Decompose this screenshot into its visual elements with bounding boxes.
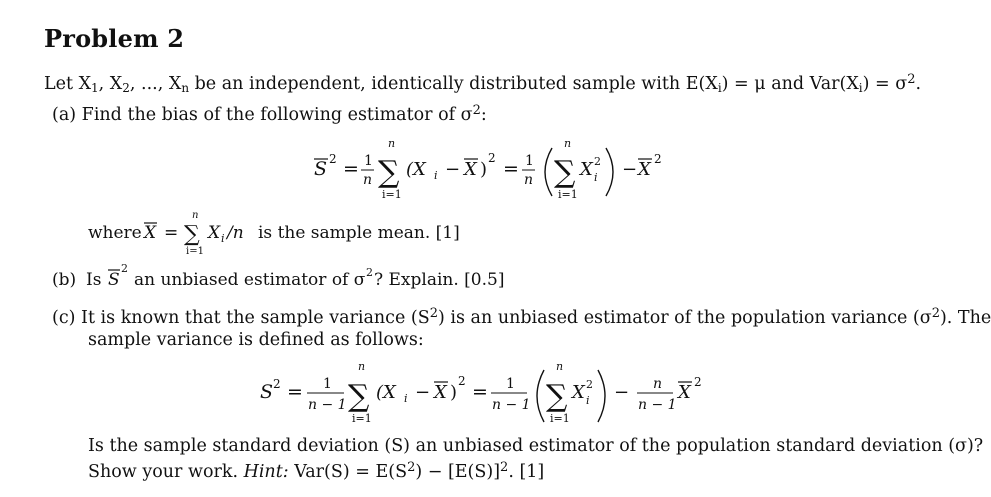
fa-xbar-tail-sup: 2 (654, 152, 662, 166)
fc-minus: − (614, 382, 630, 403)
fc-sum-sign: ∑ (348, 379, 370, 414)
where-xbar: X (144, 223, 157, 243)
fc-term-minus: − (415, 382, 431, 403)
fa-sum-bottom: i=1 (382, 188, 402, 201)
where-xi-sub: i (221, 232, 225, 245)
fc-sum2-bottom: i=1 (550, 412, 570, 425)
fc-lhs-sup: 2 (273, 377, 281, 391)
fc-frac-num: 1 (323, 376, 332, 392)
fa-term-minus: − (445, 159, 461, 180)
fa-term-close: ) (480, 159, 488, 180)
fa-frac-den: n (363, 172, 373, 188)
intro-var: ) = σ (862, 74, 908, 94)
question-hint-label: Hint: (243, 462, 289, 482)
part-c-text-b: ) is an unbiased estimator of the population variance (σ (438, 308, 932, 328)
fa-sum2-top: n (564, 137, 572, 150)
part-c-text-a: It is known that the sample variance (S (81, 308, 430, 328)
question-line-2 (88, 460, 544, 482)
part-b-label: (b) (52, 270, 77, 290)
fa-frac2-num: 1 (525, 153, 534, 169)
part-b-sup: 2 (366, 266, 373, 279)
fc-sum-top: n (358, 360, 366, 373)
where-sum-top: n (192, 210, 199, 221)
fa-xi: X (580, 159, 593, 180)
fc-frac-den: n − 1 (308, 397, 347, 413)
part-a-label: (a) (52, 105, 77, 125)
question-sup-2: 2 (500, 460, 509, 475)
fa-eq-1: = (343, 158, 359, 180)
part-b-estimator: S (108, 270, 120, 290)
part-c-line-2: sample variance is defined as follows: (88, 330, 424, 350)
fa-term-i: i (434, 169, 438, 182)
fc-term-xbar: X (434, 382, 447, 403)
part-b-estimator-sup: 2 (121, 262, 128, 275)
question-hint-mid: ) − [E(S)] (415, 462, 501, 482)
fc-lhs: S (260, 381, 274, 403)
intro-sub-i1: i (717, 81, 722, 95)
fc-frac2-den: n − 1 (492, 397, 531, 413)
intro-mean: ) = μ and Var(X (721, 74, 859, 94)
fa-minus: − (622, 159, 638, 180)
problem-title: Problem 2 (44, 24, 185, 53)
fc-big-paren-right (598, 370, 605, 422)
fc-term-close: ) (450, 382, 458, 403)
question-sup-1: 2 (407, 460, 416, 475)
intro-mid: be an independent, identically distributed sample with E(X (189, 74, 718, 94)
fc-xbar-tail-sup: 2 (694, 375, 702, 389)
fa-xbar-tail: X (638, 159, 651, 180)
fc-frac3-den: n − 1 (638, 397, 677, 413)
fa-xi-sub: i (594, 171, 598, 184)
intro-paragraph (44, 72, 921, 95)
fa-sum2-sign: ∑ (554, 155, 576, 190)
part-a-text: Find the bias of the following estimator of σ (81, 105, 473, 125)
intro-sep-2: , ..., X (129, 74, 182, 94)
intro-end: . (915, 74, 922, 94)
fa-frac2-den: n (524, 172, 534, 188)
question-show-work: Show your work. (88, 462, 244, 482)
part-a-sup: 2 (472, 103, 481, 118)
fa-sum-sign: ∑ (378, 155, 400, 190)
fc-sum2-sign: ∑ (546, 379, 568, 414)
fa-frac-num: 1 (364, 153, 373, 169)
part-b-text: an unbiased estimator of σ (134, 270, 366, 290)
intro-sup: 2 (907, 72, 916, 87)
intro-lead: Let X (44, 74, 92, 94)
fa-lhs-sup: 2 (329, 152, 337, 166)
where-sum-sign: ∑ (184, 222, 200, 247)
intro-sub-2: 2 (122, 81, 130, 95)
fc-frac3-num: n (653, 376, 663, 392)
fa-term-open: (X (406, 159, 426, 180)
fa-term-xbar: X (464, 159, 477, 180)
question-hint-text: Var(S) = E(S (288, 462, 408, 482)
formula-sample-variance (250, 358, 730, 434)
where-sum-bottom: i=1 (186, 246, 204, 257)
fc-xi-sup: 2 (586, 378, 593, 391)
part-b-is: Is (86, 270, 102, 290)
fc-frac2-num: 1 (506, 376, 515, 392)
where-eq: = (164, 223, 179, 243)
fa-term-sup: 2 (488, 151, 496, 165)
fa-eq-2: = (503, 158, 519, 180)
part-b-end: ? Explain. [0.5] (374, 270, 505, 290)
part-c-text-c: ). The (939, 308, 991, 328)
fc-eq-1: = (287, 381, 303, 403)
formula-biased-estimator (300, 132, 680, 212)
question-end: . [1] (508, 462, 545, 482)
part-b-prompt (50, 260, 510, 294)
fc-xbar-tail: X (678, 382, 691, 403)
fc-big-paren-left (537, 370, 544, 422)
intro-sub-n: n (181, 81, 190, 95)
where-xi: X (208, 223, 221, 243)
part-a-prompt (52, 103, 487, 125)
part-c-sup-2: 2 (931, 306, 940, 321)
fc-term-i: i (404, 392, 408, 405)
where-word: where (88, 223, 142, 243)
part-c-sup-1: 2 (429, 306, 439, 321)
where-rest: is the sample mean. [1] (258, 223, 460, 243)
fc-xi-sub: i (586, 394, 590, 407)
fa-sum-top: n (388, 137, 396, 150)
question-line-1: Is the sample standard deviation (S) an unbiased estimator of the population standard deviation (σ)? (88, 436, 984, 456)
fc-sum2-top: n (556, 360, 564, 373)
fa-lhs: S (314, 158, 328, 180)
part-c-line-1 (52, 306, 991, 328)
part-a-end: : (480, 105, 487, 125)
fc-term-open: (X (376, 382, 396, 403)
fa-sum2-bottom: i=1 (558, 188, 578, 201)
part-c-label: (c) (52, 308, 76, 328)
intro-sep-1: , X (98, 74, 123, 94)
where-line (86, 208, 466, 258)
fc-xi: X (572, 382, 585, 403)
where-over-n: /n (227, 223, 244, 243)
fa-xi-sup: 2 (594, 155, 601, 168)
intro-sub-i2: i (858, 81, 863, 95)
fc-sum-bottom: i=1 (352, 412, 372, 425)
fc-term-sup: 2 (458, 374, 466, 388)
fc-eq-2: = (472, 381, 488, 403)
fa-big-paren-right (606, 148, 613, 196)
intro-sub-1: 1 (91, 81, 99, 95)
fa-big-paren-left (545, 148, 552, 196)
